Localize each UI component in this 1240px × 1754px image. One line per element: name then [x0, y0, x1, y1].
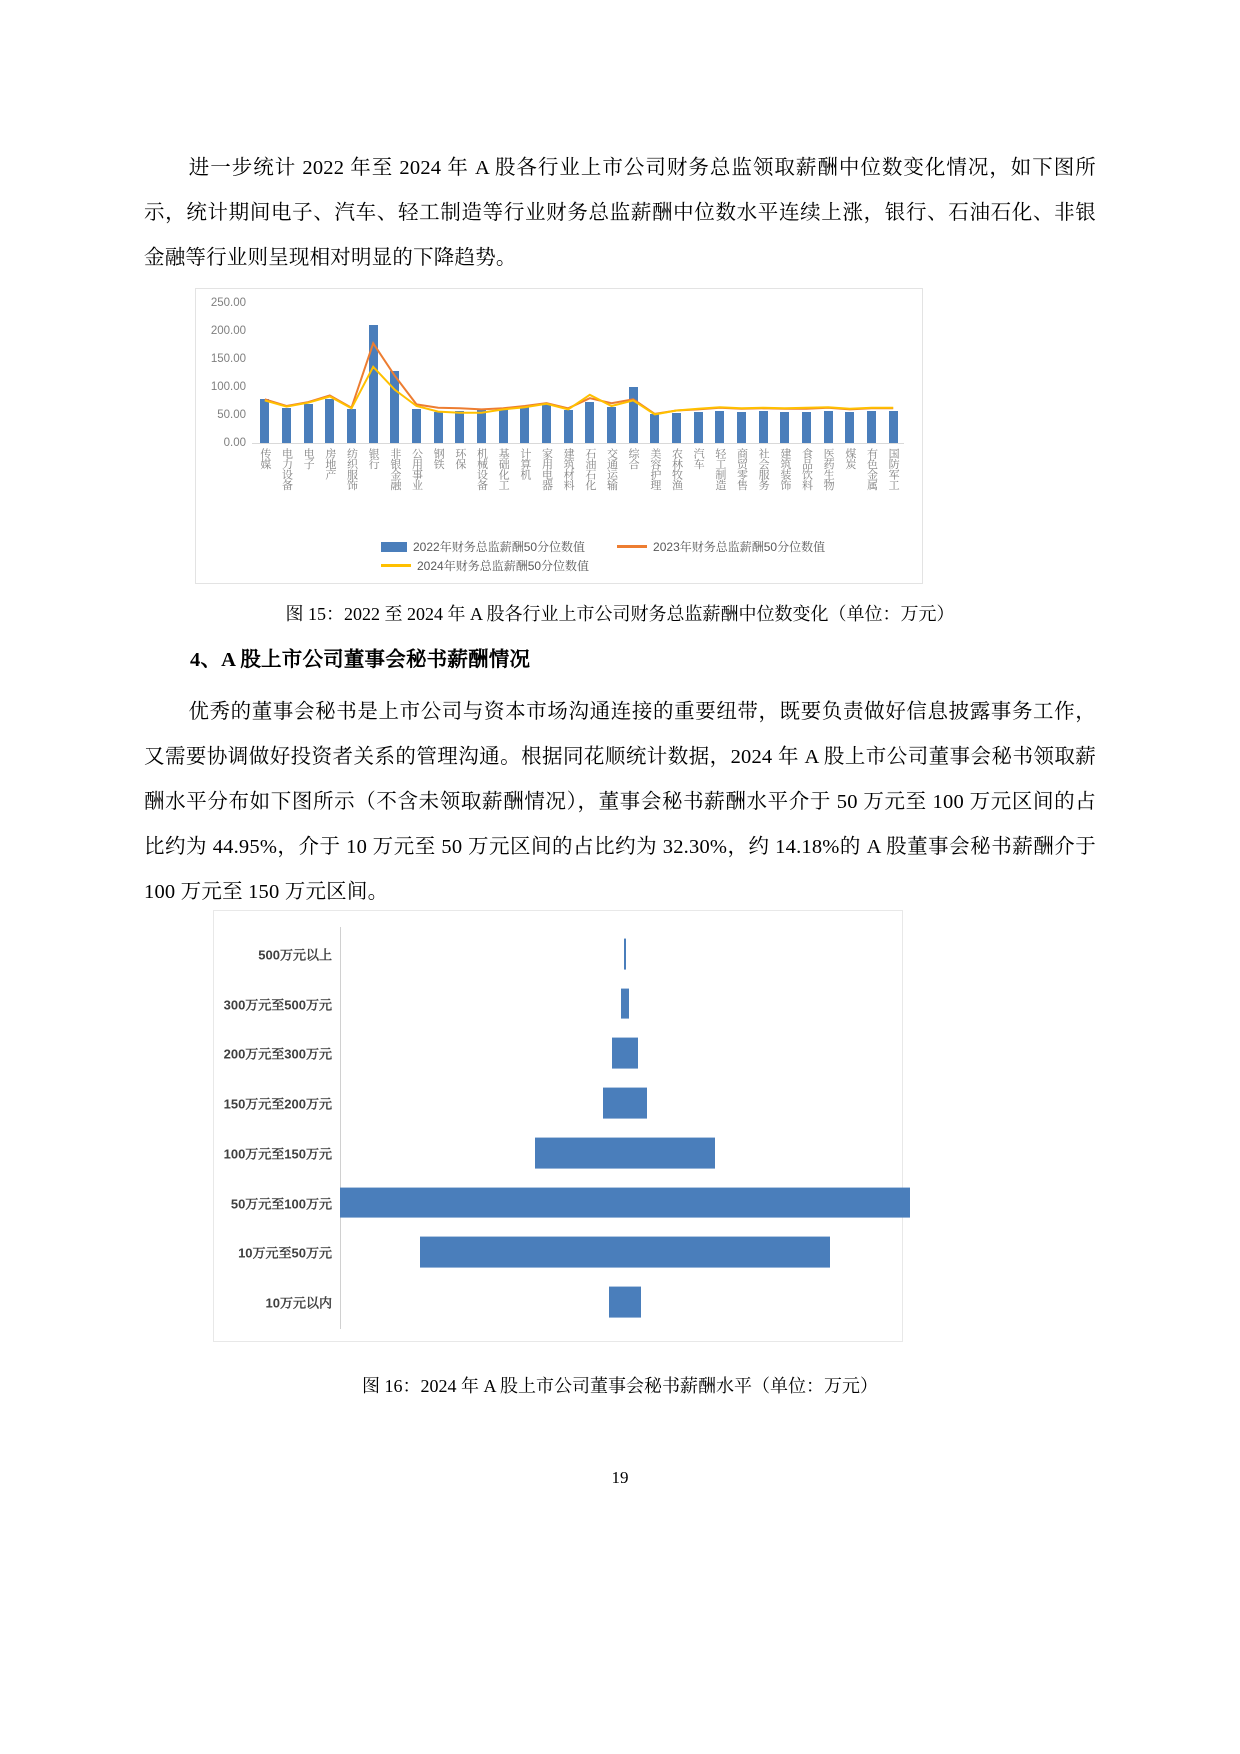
chart1-x-axis-line	[252, 443, 904, 444]
paragraph-board-secretary	[144, 690, 1096, 915]
legend-item-2022	[381, 538, 585, 555]
chart1-x-tick-label: 农林牧渔	[670, 448, 683, 490]
chart1-x-tick-label: 商贸零售	[735, 448, 748, 490]
paragraph-text: 优秀的董事会秘书是上市公司与资本市场沟通连接的重要纽带，既要负责做好信息披露事务工作，又需要协调做好投资者关系的管理沟通。根据同花顺统计数据，2024 年 A 股上市公司董事会秘书领取薪酬水平分布如下图所示（不含未领取薪酬情况），董事会秘书薪酬水平介于 50 万元至 100 万元区间的占比约为 44.95%，介于 10 万元至 50 万元区间的占比约为 32.30%，约 14.18%的 A 股董事会秘书薪酬介于 100 万元至 150 万元区间。	[144, 701, 1096, 903]
chart1-x-tick-label: 钢铁	[432, 448, 445, 469]
chart1-y-tick-label: 150.00	[210, 353, 246, 365]
chart2-category-label: 50万元至100万元	[230, 1196, 332, 1212]
chart1-x-axis-labels	[254, 446, 904, 536]
chart2-row	[214, 929, 902, 979]
chart2-row	[214, 1078, 902, 1128]
figure-15-caption: 图 15：2022 至 2024 年 A 股各行业上市公司财务总监薪酬中位数变化（单位：万元）	[285, 604, 955, 624]
chart2-row	[214, 1178, 902, 1228]
chart1-x-tick-label: 国防军工	[887, 448, 900, 490]
chart2-bar	[535, 1137, 715, 1168]
chart1-y-tick-label: 0.00	[223, 437, 246, 449]
chart2-bar	[340, 1187, 910, 1218]
chart1-x-tick-label: 建筑装饰	[778, 448, 791, 490]
chart1-x-tick-label: 建筑材料	[562, 448, 575, 490]
chart1-x-tick-label: 计算机	[518, 448, 531, 480]
chart2-bar	[420, 1237, 830, 1268]
chart1-x-tick-label: 公用事业	[410, 448, 423, 490]
chart2-category-label: 10万元以内	[265, 1295, 332, 1311]
chart1-x-tick-label: 电子	[302, 448, 315, 469]
chart1-x-tick-label: 传媒	[258, 448, 271, 469]
section-heading-board-secretary: 4、A 股上市公司董事会秘书薪酬情况	[190, 649, 531, 671]
chart1-plot-area	[254, 303, 904, 443]
chart-cfo-salary-median	[195, 288, 923, 584]
chart2-plot-area	[214, 911, 902, 1341]
chart2-bar	[603, 1088, 646, 1119]
legend-label-2022: 2022年财务总监薪酬50分位数值	[413, 540, 586, 554]
chart2-category-label: 10万元至50万元	[238, 1245, 332, 1261]
chart2-category-label: 100万元至150万元	[223, 1146, 332, 1162]
page-number: 19	[611, 1468, 629, 1487]
legend-label-2024: 2024年财务总监薪酬50分位数值	[417, 559, 590, 573]
chart1-x-tick-label: 石油石化	[583, 448, 596, 490]
chart1-x-tick-label: 煤炭	[843, 448, 856, 469]
chart1-x-tick-label: 机械设备	[475, 448, 488, 490]
chart1-x-tick-label: 银行	[367, 448, 380, 469]
chart1-line-series	[254, 303, 904, 443]
chart2-row	[214, 1277, 902, 1327]
legend-label-2023: 2023年财务总监薪酬50分位数值	[653, 540, 826, 554]
chart1-y-tick-label: 250.00	[210, 297, 246, 309]
chart1-x-tick-label: 电力设备	[280, 448, 293, 490]
legend-swatch-bar-icon	[381, 542, 407, 552]
legend-swatch-line-yellow-icon	[381, 564, 411, 567]
chart2-bar	[624, 938, 626, 969]
chart2-row	[214, 1228, 902, 1278]
chart1-x-tick-label: 家用电器	[540, 448, 553, 490]
figure-16-caption: 图 16：2024 年 A 股上市公司董事会秘书薪酬水平（单位：万元）	[361, 1376, 878, 1396]
chart1-x-tick-label: 纺织服饰	[345, 448, 358, 490]
paragraph-text: 进一步统计 2022 年至 2024 年 A 股各行业上市公司财务总监领取薪酬中位数变化情况，如下图所示，统计期间电子、汽车、轻工制造等行业财务总监薪酬中位数水平连续上涨，银行、石油石化、非银金融等行业则呈现相对明显的下降趋势。	[144, 157, 1096, 269]
chart2-bar	[621, 988, 629, 1019]
chart1-series-line	[265, 367, 893, 415]
chart1-x-tick-label: 非银金融	[388, 448, 401, 490]
paragraph-statistics-intro	[144, 146, 1096, 281]
chart1-x-tick-label: 综合	[627, 448, 640, 469]
chart2-row	[214, 1128, 902, 1178]
chart1-legend	[381, 537, 911, 575]
chart1-y-tick-label: 100.00	[210, 381, 246, 393]
chart1-series-line	[265, 343, 893, 414]
chart2-row	[214, 979, 902, 1029]
chart2-category-label: 200万元至300万元	[223, 1046, 332, 1062]
chart2-bar	[612, 1038, 637, 1069]
chart1-x-tick-label: 基础化工	[497, 448, 510, 490]
chart1-x-tick-label: 汽车	[692, 448, 705, 469]
chart1-x-tick-label: 环保	[453, 448, 466, 469]
chart1-x-tick-label: 医药生物	[822, 448, 835, 490]
chart1-x-tick-label: 房地产	[323, 448, 336, 480]
legend-item-2023	[617, 538, 825, 555]
chart1-x-tick-label: 社会服务	[757, 448, 770, 490]
legend-item-2024	[381, 557, 589, 574]
chart1-x-tick-label: 轻工制造	[713, 448, 726, 490]
chart1-x-tick-label: 食品饮料	[800, 448, 813, 490]
chart-board-secretary-salary-distribution	[213, 910, 903, 1342]
chart1-y-tick-label: 50.00	[217, 409, 246, 421]
chart2-bar	[609, 1287, 641, 1318]
chart1-x-tick-label: 美容护理	[648, 448, 661, 490]
chart1-y-axis-labels	[196, 295, 250, 449]
chart1-x-tick-label: 有色金属	[865, 448, 878, 490]
chart2-category-label: 150万元至200万元	[223, 1096, 332, 1112]
chart1-y-tick-label: 200.00	[210, 325, 246, 337]
legend-swatch-line-orange-icon	[617, 545, 647, 548]
chart1-x-tick-label: 交通运输	[605, 448, 618, 490]
chart2-category-label: 500万元以上	[258, 947, 332, 963]
chart2-row	[214, 1029, 902, 1079]
chart2-category-label: 300万元至500万元	[223, 997, 332, 1013]
